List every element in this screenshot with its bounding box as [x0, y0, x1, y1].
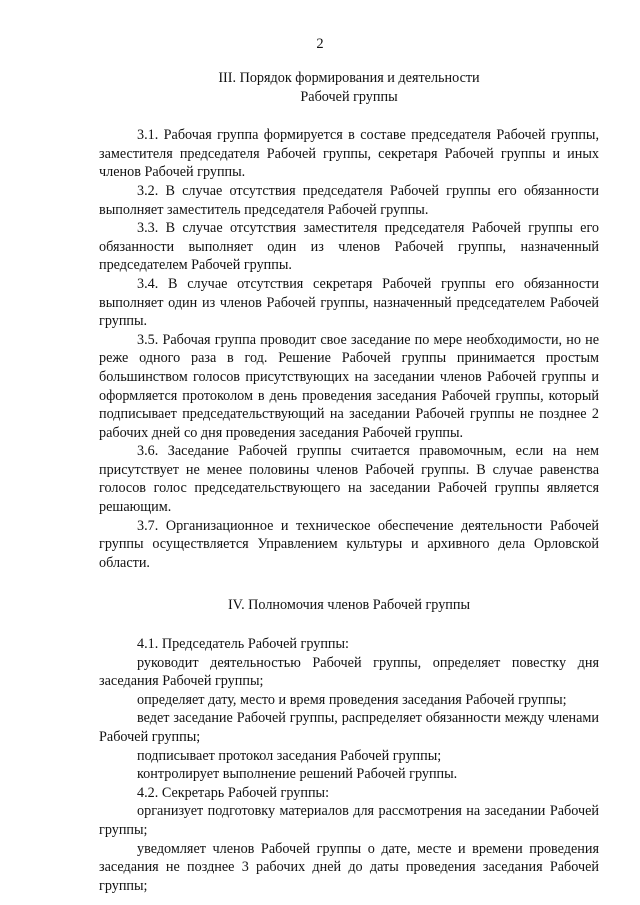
section-4-body [99, 635, 599, 895]
list-item: ведет заседание Рабочей группы, распределяет обязанности между членами Рабочей группы; [99, 710, 599, 745]
section-3-body [99, 126, 599, 572]
paragraph-3-6: 3.6. Заседание Рабочей группы считается правомочным, если на нем присутствует не менее половины членов Рабочей группы. В случае равенства голосов голос председательствующего на заседании Рабочей группы является решающим. [99, 443, 599, 516]
list-item: контролирует выполнение решений Рабочей группы. [137, 766, 458, 783]
page-number: 2 [316, 36, 324, 52]
section-3-heading-line-1: III. Порядок формирования и деятельности [218, 70, 480, 86]
section-3-heading [99, 69, 599, 106]
paragraph-3-3: 3.3. В случае отсутствия заместителя председателя Рабочей группы его обязанности выполняет один из членов Рабочей группы, назначенный председателем Рабочей группы. [99, 220, 599, 274]
paragraph-3-2: 3.2. В случае отсутствия председателя Рабочей группы его обязанности выполняет заместитель председателя Рабочей группы. [99, 182, 599, 218]
document-body [99, 69, 599, 895]
paragraph-3-1: 3.1. Рабочая группа формируется в составе председателя Рабочей группы, заместителя председателя Рабочей группы, секретаря Рабочей группы и иных членов Рабочей группы. [99, 127, 599, 181]
section-3-heading-line-2: Рабочей группы [300, 88, 398, 105]
paragraph-4-1: 4.1. Председатель Рабочей группы: [137, 636, 350, 653]
list-item: подписывает протокол заседания Рабочей группы; [137, 747, 442, 764]
list-item: руководит деятельностью Рабочей группы, определяет повестку дня заседания Рабочей группы; [99, 654, 599, 690]
list-item: определяет дату, место и время проведения заседания Рабочей группы; [137, 691, 567, 708]
paragraph-3-4: 3.4. В случае отсутствия секретаря Рабочей группы его обязанности выполняет один из членов Рабочей группы, назначенный председателем Рабочей группы. [99, 275, 599, 330]
paragraph-3-5: 3.5. Рабочая группа проводит свое заседание по мере необходимости, но не реже одного раза в год. Решение Рабочей группы принимается простым большинством голосов присутствующих на заседании членов Рабочей группы и оформляется протоколом в день проведения заседания Рабочей группы, который подписывает председательствующий на заседании Рабочей группы не позднее 2 рабочих дней со дня проведения заседания Рабочей группы. [99, 331, 599, 441]
paragraph-3-7: 3.7. Организационное и техническое обеспечение деятельности Рабочей группы осуществляется Управлением культуры и архивного дела Орловской области. [99, 517, 599, 571]
list-item: организует подготовку материалов для рассмотрения на заседании Рабочей группы; [99, 803, 599, 838]
list-item: уведомляет членов Рабочей группы о дате, месте и времени проведения заседания не позднее 3 рабочих дней до даты проведения заседания Рабочей группы; [99, 840, 599, 894]
section-4-heading: IV. Полномочия членов Рабочей группы [227, 597, 471, 614]
paragraph-4-2: 4.2. Секретарь Рабочей группы: [137, 784, 330, 801]
